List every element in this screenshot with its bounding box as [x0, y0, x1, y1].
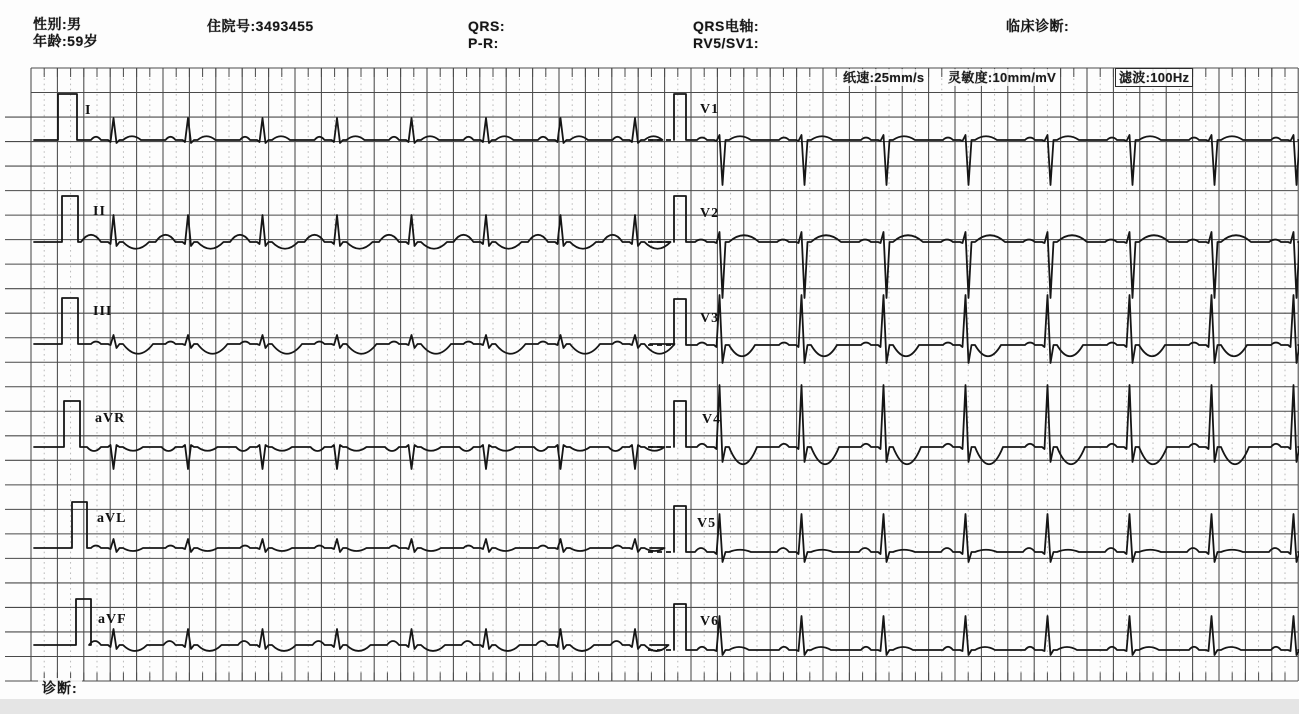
admission-number-field: 住院号:3493455 — [207, 18, 314, 34]
lead-trace-v3 — [674, 295, 1299, 363]
paper-speed-label: 纸速:25mm/s — [840, 69, 927, 86]
lead-label-v2: V2 — [700, 206, 720, 221]
lead-label-v6: V6 — [700, 614, 720, 629]
lead-label-i: I — [85, 103, 92, 118]
diagnosis-field: 诊断: — [38, 678, 82, 698]
qrs-field: QRS: — [468, 18, 505, 34]
lead-label-avf: aVF — [98, 612, 127, 627]
clinical-diagnosis-field: 临床诊断: — [1006, 18, 1070, 34]
lead-label-iii: III — [93, 304, 113, 319]
lead-label-v4: V4 — [702, 412, 722, 427]
filter-label: 滤波:100Hz — [1115, 68, 1193, 87]
lead-v2 — [648, 196, 1299, 298]
patient-gender-field: 性别:男 — [33, 16, 82, 32]
lead-trace-v6 — [674, 604, 1299, 655]
lead-ii — [34, 196, 671, 249]
lead-avf — [34, 599, 669, 651]
lead-label-ii: II — [93, 204, 106, 219]
lead-v4 — [648, 385, 1299, 464]
patient-age-field: 年龄:59岁 — [33, 33, 99, 49]
rv5-sv1-field: RV5/SV1: — [693, 35, 759, 51]
lead-iii — [34, 298, 675, 354]
lead-trace-iii — [34, 298, 675, 354]
lead-label-v5: V5 — [697, 516, 717, 531]
lead-trace-v2 — [674, 196, 1299, 298]
lead-trace-v4 — [674, 385, 1299, 464]
lead-trace-avf — [34, 599, 669, 651]
lead-v3 — [648, 295, 1299, 363]
lead-trace-v1 — [674, 94, 1299, 185]
lead-v6 — [648, 604, 1299, 655]
lead-trace-ii — [34, 196, 671, 249]
page-edge — [0, 699, 1299, 714]
pr-interval-field: P-R: — [468, 35, 499, 51]
lead-v1 — [648, 94, 1299, 185]
sensitivity-label: 灵敏度:10mm/mV — [945, 69, 1059, 86]
lead-label-v1: V1 — [700, 102, 720, 117]
lead-label-v3: V3 — [700, 311, 720, 326]
lead-label-avl: aVL — [97, 511, 127, 526]
qrs-axis-field: QRS电轴: — [693, 18, 759, 34]
lead-label-avr: aVR — [95, 411, 126, 426]
